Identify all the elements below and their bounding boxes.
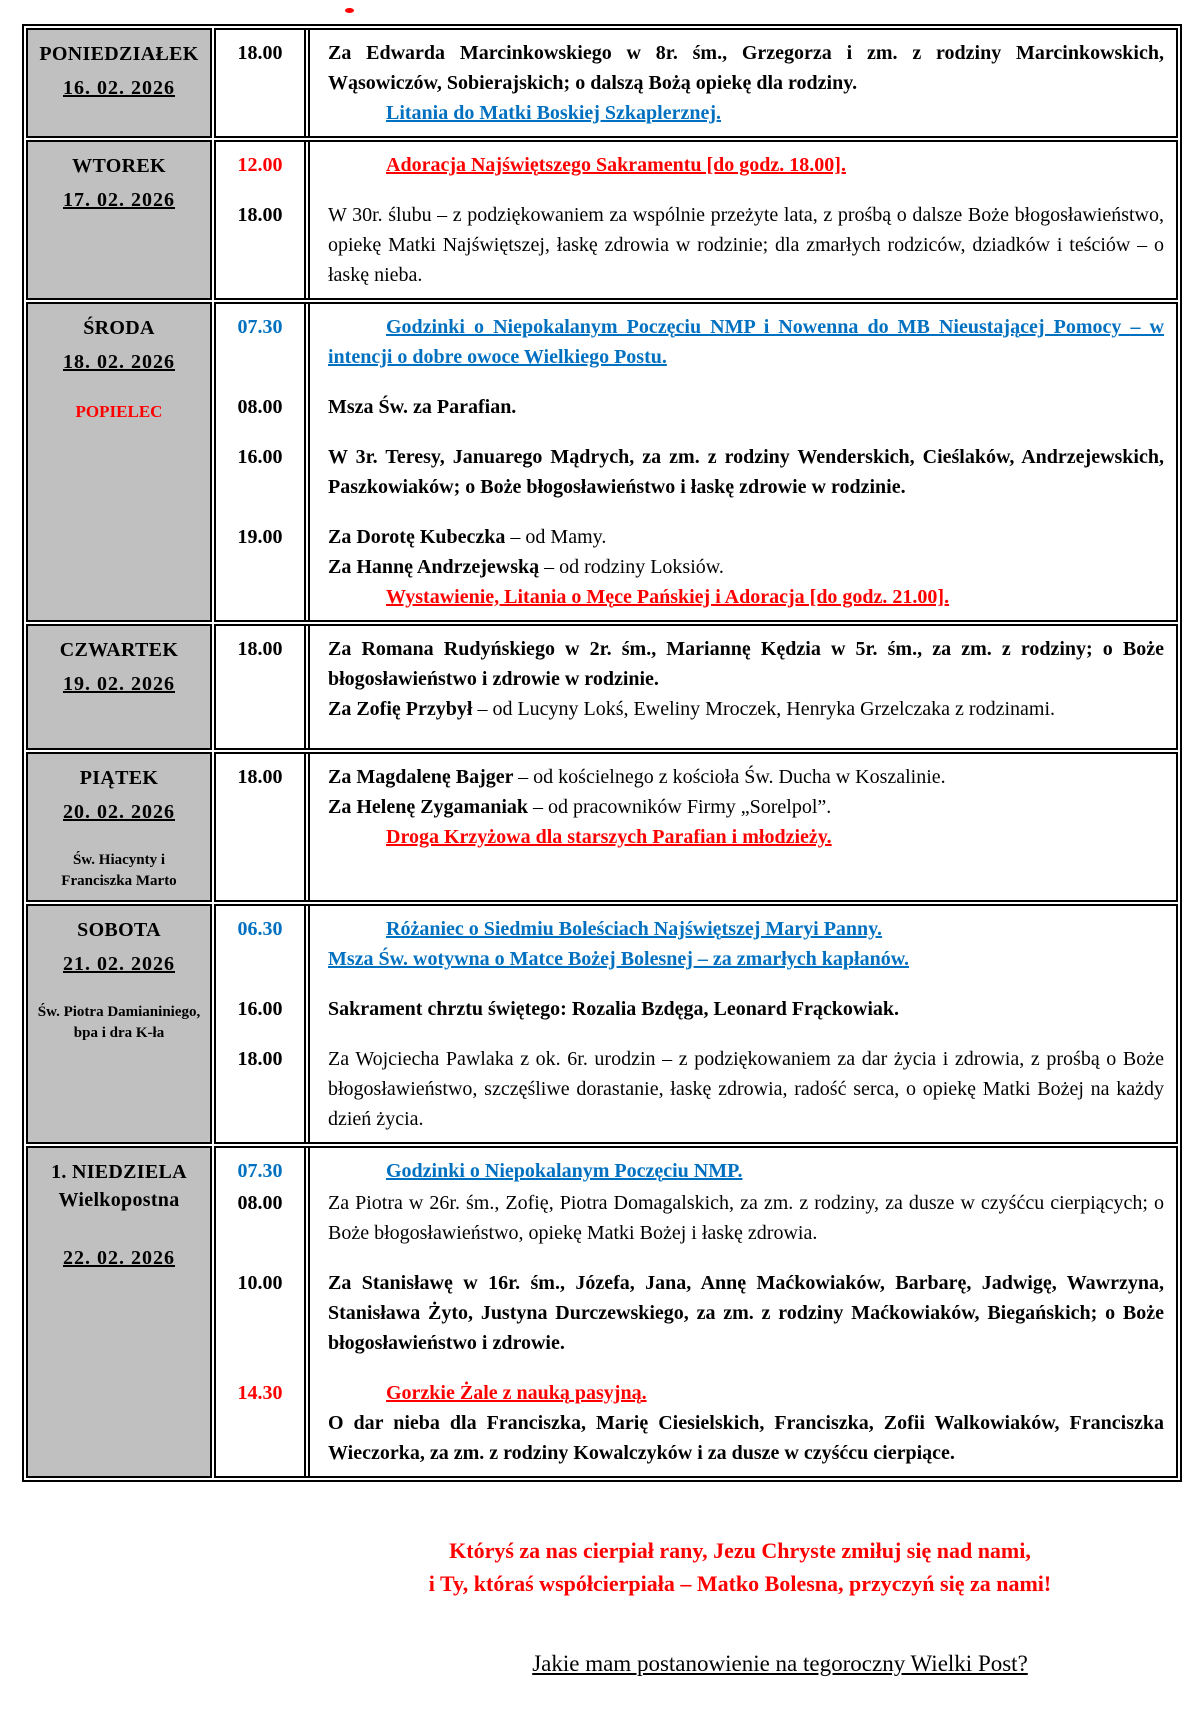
announcement-text: Wystawienie, Litania o Męce Pańskiej i Adoracja [do godz. 21.00].: [386, 586, 950, 608]
intention-text-block: [304, 634, 1176, 724]
intention-text-block: [304, 522, 1176, 612]
announcement-text: Godzinki o Niepokalanym Poczęciu NMP i Nowenna do MB Nieustającej Pomocy – w intencji o dobre owoce Wielkiego Postu.: [328, 316, 1164, 368]
intention-paragraph: [328, 1268, 1164, 1358]
mass-time: 16.00: [237, 446, 283, 468]
intention-text-block: [304, 994, 1176, 1024]
intention-text: Za Stanisławę w 16r. śm., Józefa, Jana, Annę Maćkowiaków, Barbarę, Jadwigę, Wawrzyna, Stanisława Żyto, Justyna Durczewskiego, za zm. z rodziny Maćkowiaków, Biegańskich; o Boże błogosławieństwo i zdrowie.: [328, 1272, 1164, 1354]
mass-time: 18.00: [237, 204, 283, 226]
intentions-cell: [214, 624, 1178, 750]
announcement-text: Gorzkie Żale z nauką pasyjną.: [386, 1382, 647, 1404]
schedule-table: [22, 24, 1182, 1482]
intention-text: W 30r. ślubu – z podziękowaniem za wspólnie przeżyte lata, z prośbą o dalsze Boże błogosławieństwo, opiekę Matki Najświętszej, łaskę zdrowia w rodzinie; dla zmarłych rodziców, dziadków i teściów – o łaskę nieba.: [328, 204, 1164, 286]
prayer-line: Któryś za nas cierpiał rany, Jezu Chryste zmiłuj się nad nami,: [449, 1538, 1031, 1563]
intention-text-block: [304, 1188, 1176, 1248]
day-feast: Św. Piotra Damianiniego, bpa i dra K-ła: [37, 1004, 201, 1041]
intention-text: – od kościelnego z kościoła Św. Ducha w Koszalinie.: [518, 766, 946, 788]
intention-paragraph: [328, 1156, 1164, 1186]
mass-time: 07.30: [237, 316, 283, 338]
day-name: PONIEDZIAŁEK: [39, 43, 199, 65]
day-name: SOBOTA: [77, 919, 161, 941]
lent-resolution-question: Jakie mam postanowienie na tegoroczny Wielki Post?: [532, 1651, 1028, 1676]
mass-entry: [216, 1044, 1176, 1134]
mass-time: 08.00: [237, 1192, 283, 1214]
intention-text: Za Dorotę Kubeczka: [328, 526, 511, 548]
day-name: ŚRODA: [83, 317, 155, 339]
day-name: PIĄTEK: [79, 767, 159, 789]
day-date: 16. 02. 2026: [63, 77, 175, 99]
column-divider: [304, 142, 310, 298]
intentions-cell: [214, 904, 1178, 1144]
intention-paragraph: [328, 552, 1164, 582]
day-cell: [26, 28, 212, 138]
intention-paragraph: [328, 914, 1164, 944]
mass-time: 07.30: [237, 1160, 283, 1182]
mass-time: 06.30: [237, 918, 283, 940]
intention-text-block: [304, 312, 1176, 372]
intention-text: Za Piotra w 26r. śm., Zofię, Piotra Domagalskich, za zm. z rodziny, za dusze w czyśćcu cierpiących; o Boże błogosławieństwo, opiekę Matki Bożej i łaskę zdrowia.: [328, 1192, 1164, 1244]
schedule-row: [26, 1146, 1178, 1478]
day-date: 20. 02. 2026: [63, 801, 175, 823]
intention-paragraph: [328, 392, 1164, 422]
intention-paragraph: [328, 634, 1164, 694]
intention-text: Sakrament chrztu świętego: Rozalia Bzdęga, Leonard Frąckowiak.: [328, 998, 900, 1020]
schedule-row: [26, 140, 1178, 300]
schedule-row: [26, 624, 1178, 750]
day-spacer: [36, 376, 202, 400]
intention-text: Za Edwarda Marcinkowskiego w 8r. śm., Grzegorza i zm. z rodziny Marcinkowskich, Wąsowiczów, Sobierajskich; o dalszą Bożą opiekę dla rodziny.: [328, 42, 1164, 94]
intention-text-block: [304, 442, 1176, 502]
mass-entry: [216, 1268, 1176, 1358]
intention-text-block: [304, 914, 1176, 974]
intention-paragraph: [328, 98, 1164, 128]
entries-list: [216, 626, 1176, 732]
intention-paragraph: [328, 1044, 1164, 1134]
mass-time: 18.00: [237, 638, 283, 660]
mass-time: 19.00: [237, 526, 283, 548]
day-cell: [26, 140, 212, 300]
intention-text: – od rodziny Loksiów.: [544, 556, 724, 578]
schedule-row: [26, 904, 1178, 1144]
mass-entry: [216, 38, 1176, 128]
intention-text: – od Lucyny Lokś, Eweliny Mroczek, Henryka Grzelczaka z rodzinami.: [477, 698, 1055, 720]
intention-text: Za Magdalenę Bajger: [328, 766, 519, 788]
announcement-text: Droga Krzyżowa dla starszych Parafian i młodzieży.: [386, 826, 832, 848]
intention-text: Za Hannę Andrzejewską: [328, 556, 545, 578]
day-date: 22. 02. 2026: [63, 1247, 175, 1269]
intention-paragraph: [328, 38, 1164, 98]
intention-paragraph: [328, 312, 1164, 372]
intention-text: Za Helenę Zygamaniak: [328, 796, 534, 818]
intention-paragraph: [328, 994, 1164, 1024]
mass-entry: [216, 312, 1176, 372]
mass-time: 18.00: [237, 1048, 283, 1070]
day-feast: POPIELEC: [75, 402, 163, 421]
intention-text: W 3r. Teresy, Januarego Mądrych, za zm. z rodziny Wenderskich, Cieślaków, Andrzejewskich, Paszkowiaków; o Boże błogosławieństwo i łaskę zdrowie w rodzinie.: [328, 446, 1164, 498]
mass-entry: [216, 762, 1176, 852]
intention-text-block: [304, 1156, 1176, 1186]
intention-text: Za Zofię Przybył: [328, 698, 478, 720]
intentions-cell: [214, 752, 1178, 902]
intention-paragraph: [328, 762, 1164, 792]
intention-paragraph: [328, 792, 1164, 822]
prayer-line: i Ty, któraś współcierpiała – Matko Bolesna, przyczyń się za nami!: [428, 1571, 1052, 1596]
entries-list: [216, 906, 1176, 1142]
intention-text-block: [304, 1378, 1176, 1468]
lenten-prayer: [390, 1534, 1090, 1600]
intention-paragraph: [328, 522, 1164, 552]
day-date: 17. 02. 2026: [63, 189, 175, 211]
day-cell: [26, 752, 212, 902]
entries-list: [216, 304, 1176, 620]
intention-paragraph: [328, 1408, 1164, 1468]
announcement-text: Litania do Matki Boskiej Szkaplerznej.: [386, 102, 722, 124]
intention-text-block: [304, 1268, 1176, 1358]
intention-paragraph: [328, 1188, 1164, 1248]
announcement-text: Msza Św. wotywna o Matce Bożej Bolesnej – za zmarłych kapłanów.: [328, 948, 910, 970]
mass-entry: [216, 1378, 1176, 1468]
day-cell: [26, 1146, 212, 1478]
mass-entry: [216, 200, 1176, 290]
intention-paragraph: [328, 200, 1164, 290]
schedule-row: [26, 752, 1178, 902]
day-date: 18. 02. 2026: [63, 351, 175, 373]
intention-paragraph: [328, 822, 1164, 852]
announcement-text: Adoracja Najświętszego Sakramentu [do godz. 18.00].: [386, 154, 846, 176]
announcement-text: Godzinki o Niepokalanym Poczęciu NMP.: [386, 1160, 743, 1182]
day-date: 19. 02. 2026: [63, 673, 175, 695]
day-date: 21. 02. 2026: [63, 953, 175, 975]
intention-text-block: [304, 38, 1176, 128]
intention-text-block: [304, 200, 1176, 290]
day-name: 1. NIEDZIELA: [51, 1161, 187, 1183]
column-divider: [304, 1148, 310, 1476]
intention-text-block: [304, 762, 1176, 852]
mass-time: 14.30: [237, 1382, 283, 1404]
mass-entry: [216, 150, 1176, 180]
intention-text: – od Mamy.: [510, 526, 607, 548]
column-divider: [304, 30, 310, 136]
intention-paragraph: [328, 150, 1164, 180]
entries-list: [216, 142, 1176, 298]
mass-time: 16.00: [237, 998, 283, 1020]
intention-paragraph: [328, 694, 1164, 724]
mass-time: 10.00: [237, 1272, 283, 1294]
day-name: WTOREK: [72, 155, 166, 177]
intention-text-block: [304, 150, 1176, 180]
intention-paragraph: [328, 944, 1164, 974]
mass-entry: [216, 392, 1176, 422]
mass-time: 18.00: [237, 42, 283, 64]
stray-red-mark: [345, 8, 354, 13]
intention-paragraph: [328, 1378, 1164, 1408]
intentions-cell: [214, 302, 1178, 622]
mass-entry: [216, 1188, 1176, 1248]
entries-list: [216, 30, 1176, 136]
day-spacer: [36, 1214, 202, 1238]
mass-entry: [216, 634, 1176, 724]
mass-entry: [216, 442, 1176, 502]
mass-time: 12.00: [237, 154, 283, 176]
schedule-row: [26, 302, 1178, 622]
entries-list: [216, 1148, 1176, 1476]
schedule-row: [26, 28, 1178, 138]
mass-entry: [216, 914, 1176, 974]
day-spacer: [36, 826, 202, 850]
intention-text: Za Wojciecha Pawlaka z ok. 6r. urodzin – z podziękowaniem za dar życia i zdrowia, z prośbą o Boże błogosławieństwo, szczęśliwe dorastanie, łaskę zdrowia, radość serca, o opiekę Matki Bożej na każdy dzień życia.: [328, 1048, 1164, 1130]
intention-text-block: [304, 392, 1176, 422]
intentions-cell: [214, 1146, 1178, 1478]
mass-entry: [216, 522, 1176, 612]
mass-entry: [216, 1156, 1176, 1186]
intention-text: O dar nieba dla Franciszka, Marię Ciesielskich, Franciszka, Zofii Walkowiaków, Franciszka Wieczorka, za zm. z rodziny Kowalczyków i za dusze w czyśćcu cierpiące.: [328, 1412, 1164, 1464]
day-name: Wielkopostna: [58, 1189, 180, 1211]
entries-list: [216, 754, 1176, 860]
day-cell: [26, 904, 212, 1144]
intentions-cell: [214, 140, 1178, 300]
intention-text: – od pracowników Firmy „Sorelpol”.: [533, 796, 832, 818]
day-name: CZWARTEK: [59, 639, 179, 661]
intention-text: Msza Św. za Parafian.: [328, 396, 517, 418]
column-divider: [304, 754, 310, 900]
day-cell: [26, 624, 212, 750]
intentions-cell: [214, 28, 1178, 138]
mass-entry: [216, 994, 1176, 1024]
day-cell: [26, 302, 212, 622]
intention-text: Za Romana Rudyńskiego w 2r. śm., Mariannę Kędzia w 5r. śm., za zm. z rodziny; o Boże błogosławieństwo i zdrowie w rodzinie.: [328, 638, 1164, 690]
column-divider: [304, 304, 310, 620]
intention-paragraph: [328, 582, 1164, 612]
column-divider: [304, 626, 310, 748]
mass-time: 08.00: [237, 396, 283, 418]
day-feast: Św. Hiacynty i Franciszka Marto: [61, 852, 177, 889]
intention-paragraph: [328, 442, 1164, 502]
intention-text-block: [304, 1044, 1176, 1134]
column-divider: [304, 906, 310, 1142]
mass-time: 18.00: [237, 766, 283, 788]
day-spacer: [36, 978, 202, 1002]
announcement-text: Różaniec o Siedmiu Boleściach Najświętszej Maryi Panny.: [386, 918, 883, 940]
